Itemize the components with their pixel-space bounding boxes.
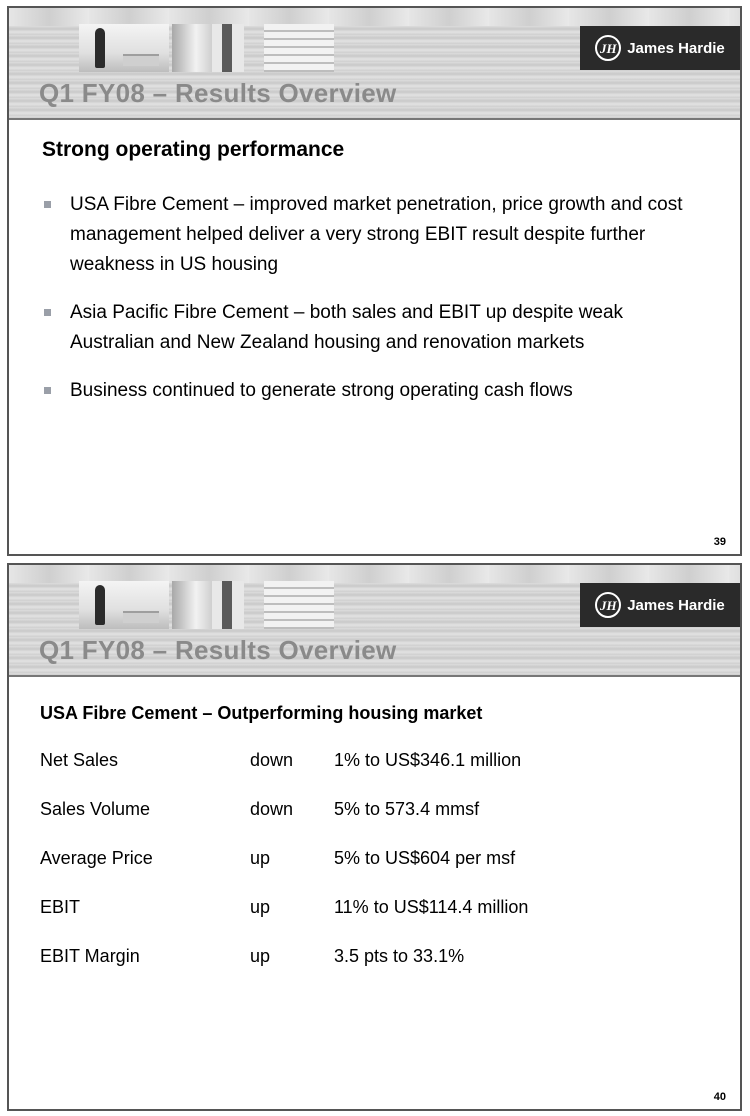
metric-direction: down xyxy=(250,799,294,819)
bullet-text: Asia Pacific Fibre Cement – both sales and EBIT up despite weak Australian and New Zealand housing and renovation markets xyxy=(70,302,624,353)
metric-value: 1% to US$346.1 million xyxy=(334,750,522,770)
banner-photo-post xyxy=(212,581,244,629)
page-number: 39 xyxy=(713,536,726,548)
page-number: 40 xyxy=(713,1091,726,1103)
person-silhouette xyxy=(95,28,105,68)
metric-value: 11% to US$114.4 million xyxy=(334,897,529,917)
metric-label: Average Price xyxy=(40,848,153,868)
post-shape xyxy=(222,24,232,72)
chair-shape xyxy=(123,611,159,623)
metric-label: Sales Volume xyxy=(40,799,151,819)
bullet-square-icon xyxy=(44,309,51,316)
metric-direction: up xyxy=(250,848,271,868)
jh-logo-icon xyxy=(595,35,621,61)
metric-label: EBIT Margin xyxy=(40,946,140,966)
banner-photo-siding xyxy=(264,24,334,72)
metric-value: 5% to 573.4 mmsf xyxy=(334,799,480,819)
banner-photo-person xyxy=(79,24,169,72)
banner-photo-siding xyxy=(264,581,334,629)
bullet-text: Business continued to generate strong operating cash flows xyxy=(70,380,573,401)
slide-title: Q1 FY08 – Results Overview xyxy=(39,635,397,665)
bullet-item xyxy=(42,376,702,406)
metric-value: 5% to US$604 per msf xyxy=(334,848,516,868)
slide-39 xyxy=(7,6,742,556)
metric-direction: up xyxy=(250,897,271,917)
jh-logo-icon xyxy=(595,592,621,618)
bullet-square-icon xyxy=(44,201,51,208)
svg-text:JH: JH xyxy=(600,598,617,613)
section-heading: USA Fibre Cement – Outperforming housing market xyxy=(40,703,483,723)
bullet-list xyxy=(42,190,702,424)
header-banner xyxy=(9,8,740,120)
slide-title: Q1 FY08 – Results Overview xyxy=(39,78,397,108)
brand-name: James Hardie xyxy=(627,39,725,57)
brand-name: James Hardie xyxy=(627,596,725,614)
post-shape xyxy=(222,581,232,629)
section-heading: Strong operating performance xyxy=(42,138,345,161)
header-banner xyxy=(9,565,740,677)
brand-logo xyxy=(580,583,740,627)
slide-40 xyxy=(7,563,742,1111)
bullet-item xyxy=(42,190,702,280)
bullet-text: USA Fibre Cement – improved market penetration, price growth and cost management helped deliver a very strong EBIT result despite further weakness in US housing xyxy=(70,194,683,275)
metric-direction: up xyxy=(250,946,271,966)
chair-shape xyxy=(123,54,159,66)
banner-photo-wall xyxy=(172,24,212,72)
bullet-item xyxy=(42,298,702,358)
banner-photo-post xyxy=(212,24,244,72)
person-silhouette xyxy=(95,585,105,625)
banner-photo-wall xyxy=(172,581,212,629)
banner-photo-person xyxy=(79,581,169,629)
svg-text:JH: JH xyxy=(600,41,617,56)
metric-direction: down xyxy=(250,750,294,770)
bullet-square-icon xyxy=(44,387,51,394)
brand-logo xyxy=(580,26,740,70)
metric-label: Net Sales xyxy=(40,750,119,770)
metric-label: EBIT xyxy=(40,897,81,917)
metric-value: 3.5 pts to 33.1% xyxy=(334,946,465,966)
